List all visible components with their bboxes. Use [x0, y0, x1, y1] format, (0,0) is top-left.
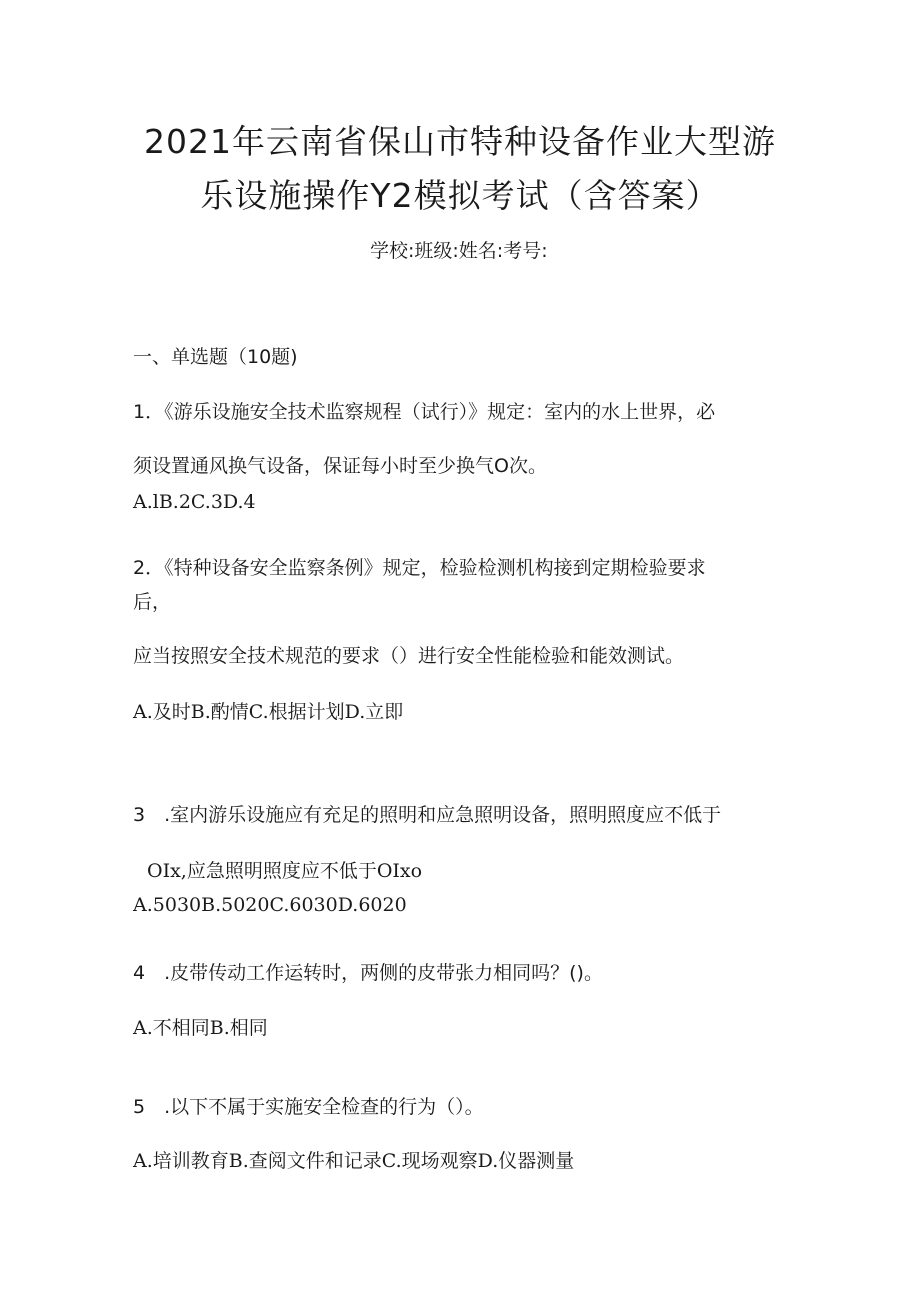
question-1-text-line-2: 须设置通风换气设备，保证每小时至少换气O次。 [133, 455, 547, 477]
section-header: 一、单选题（10题) [133, 346, 298, 368]
question-3-text-line-2: OIx,应急照明照度应不低于OIxo [147, 860, 423, 882]
question-5-options: A.培训教育B.查阅文件和记录C.现场观察D.仪器测量 [133, 1150, 575, 1172]
question-4-options: A.不相同B.相同 [133, 1017, 268, 1039]
question-2-options: A.及时B.酌情C.根据计划D.立即 [133, 701, 404, 723]
document-title-line-2: 乐设施操作Y2模拟考试（含答案） [200, 176, 720, 215]
question-2-text-line-1: 2．《特种设备安全监察条例》规定，检验检测机构接到定期检验要求 [133, 557, 706, 579]
question-1-text-line-1: 1．《游乐设施安全技术监察规程（试行）》规定：室内的水上世界，必 [133, 401, 716, 423]
question-2-text-line-3: 应当按照安全技术规范的要求（）进行安全性能检验和能效测试。 [133, 645, 685, 667]
question-1-options: A.lB.2C.3D.4 [133, 491, 256, 513]
question-5-text: 5 .以下不属于实施安全检查的行为（）。 [133, 1096, 484, 1118]
question-3-options: A.5030B.5020C.6030D.6020 [133, 894, 407, 916]
question-2-text-line-2: 后， [133, 591, 172, 613]
question-4-text: 4 .皮带传动工作运转时，两侧的皮带张力相同吗？()。 [133, 962, 603, 984]
question-3-text-line-1: 3 .室内游乐设施应有充足的照明和应急照明设备，照明照度应不低于 [133, 804, 722, 826]
document-title-line-1: 2021年云南省保山市特种设备作业大型游 [144, 122, 776, 161]
student-info-line: 学校:班级:姓名:考号: [370, 240, 548, 262]
